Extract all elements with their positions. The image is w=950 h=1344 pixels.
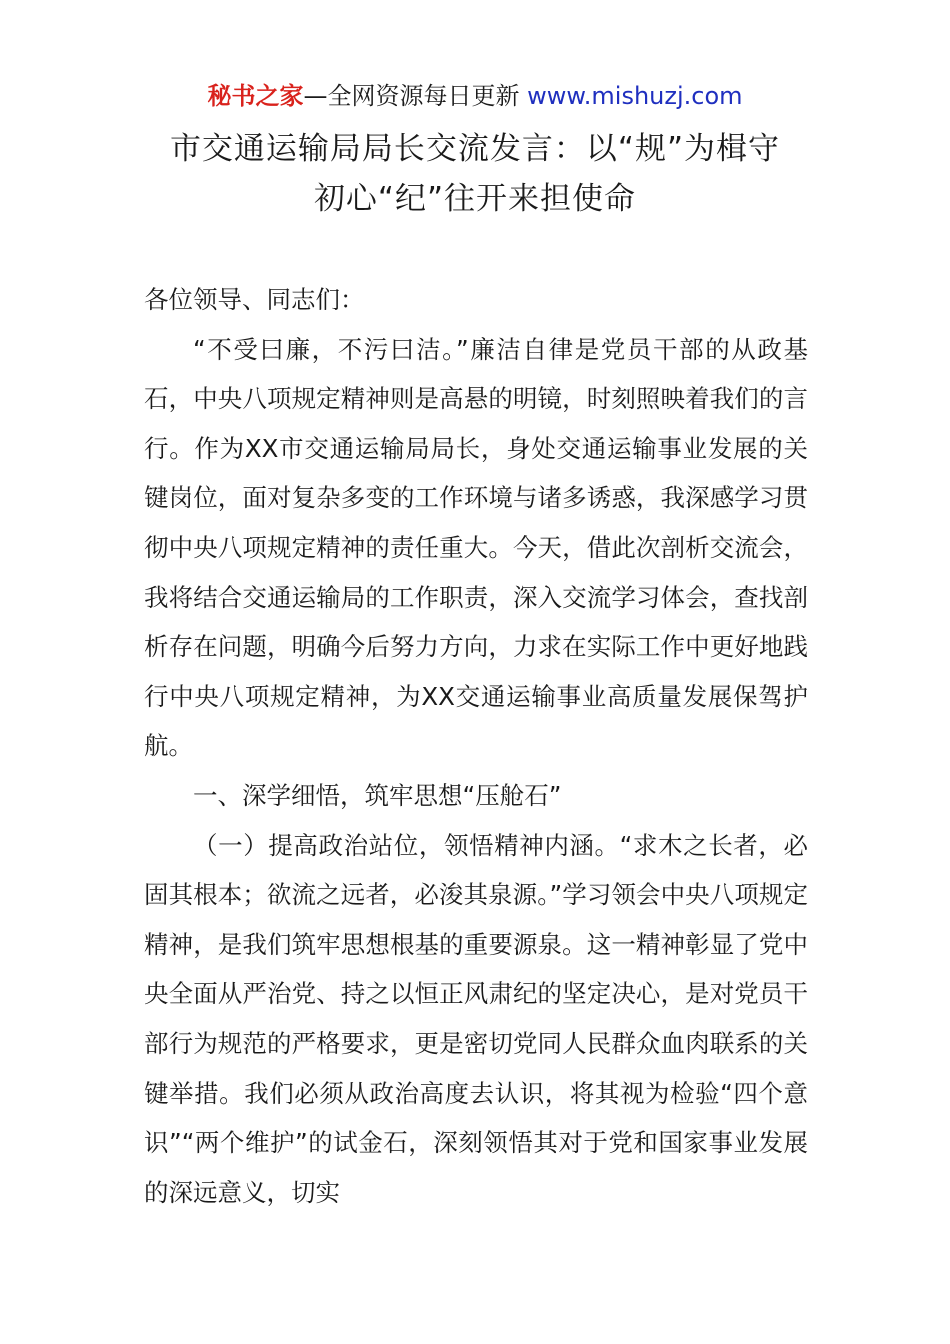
site-header bbox=[0, 80, 950, 112]
document-body bbox=[144, 275, 808, 1217]
salutation: 各位领导、同志们： bbox=[144, 285, 365, 314]
paragraph-intro: “不受曰廉，不污曰洁。”廉洁自律是党员干部的从政基石，中央八项规定精神则是高悬的明镜，时刻照映着我们的言行。作为XX市交通运输局局长，身处交通运输事业发展的关键岗位，面对复杂多变的工作环境与诸多诱惑，我深感学习贯彻中央八项规定精神的责任重大。今天，借此次剖析交流会，我将结合交通运输局的工作职责，深入交流学习体会，查找剖析存在问题，明确今后努力方向，力求在实际工作中更好地践行中央八项规定精神，为XX交通运输事业高质量发展保驾护航。 bbox=[144, 334, 808, 761]
document-title-line-1: 市交通运输局局长交流发言：以“规”为楫守 bbox=[169, 131, 781, 167]
site-brand: 秘书之家 bbox=[207, 82, 304, 110]
site-url-link[interactable]: www.mishuzj.com bbox=[527, 82, 743, 110]
document-title-line-2: 初心“纪”往开来担使命 bbox=[313, 181, 637, 217]
document-title bbox=[0, 124, 950, 224]
section-heading-1: 一、深学细悟，筑牢思想“压舱石” bbox=[193, 780, 562, 810]
paragraph-section-1-1: （一）提高政治站位，领悟精神内涵。“求木之长者，必固其根本；欲流之远者，必浚其泉源。”学习领会中央八项规定精神，是我们筑牢思想根基的重要源泉。这一精神彰显了党中央全面从严治党、持之以恒正风肃纪的坚定决心，是对党员干部行为规范的严格要求，更是密切党同人民群众血肉联系的关键举措。我们必须从政治高度去认识，将其视为检验“四个意识”“两个维护”的试金石，深刻领悟其对于党和国家事业发展的深远意义，切实 bbox=[144, 830, 808, 1207]
site-tagline: —全网资源每日更新 bbox=[303, 82, 528, 110]
